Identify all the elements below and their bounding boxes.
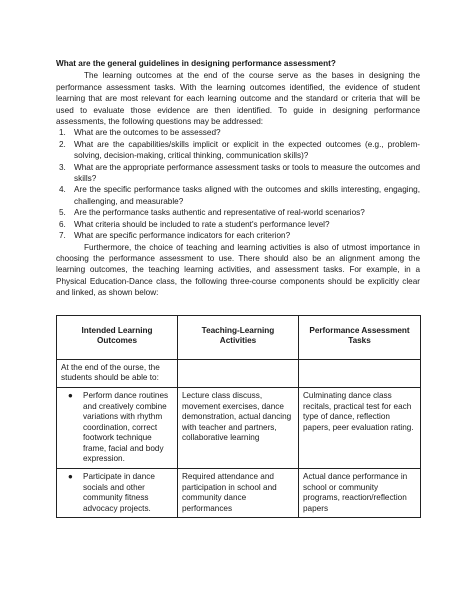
guiding-questions-list [56,127,420,241]
outcome-text: Participate in dance socials and other community fitness advocacy projects. [83,472,155,513]
question-text: Are the specific performance tasks aligned with the outcomes and skills interesting, engaging, challenging, and measurable? [74,185,420,206]
question-text: What are the appropriate performance assessment tasks or tools to measure the outcomes and skills? [74,162,420,184]
question-item [56,207,420,218]
table-row [57,359,421,387]
question-number: 5. [59,208,66,218]
question-number: 2. [59,139,66,149]
alignment-paragraph: Furthermore, the choice of teaching and learning activities is also of utmost importance in choosing the performance assessment to use. There should also be an alignment among the learning outcomes, the teaching learning activities, and assessment tasks. For example, in a Physical Education-Dance class, the following three-course components should be explicitly clear and linked, as shown below: [56,242,420,298]
table-cell: Actual dance performance in school or community programs, reaction/reflection papers [299,469,421,518]
intro-paragraph: The learning outcomes at the end of the course serve as the bases in designing the performance assessment tasks. With the learning outcomes identified, the evidence of student learning that are most relevant for each learning outcome and the standard or criteria that will be used to evaluate those evidence are then identified. To guide in designing performance assessments, the following questions may be addressed: [56,71,420,127]
table-cell [299,359,421,387]
question-number: 6. [59,219,66,229]
outcome-text: Perform dance routines and creatively combine variations with rhythm coordination, correct footwork technique frame, facial and body expression. [83,390,169,464]
question-item [56,230,420,241]
document-content [56,58,420,518]
section-heading: What are the general guidelines in designing performance assessment? [56,59,336,68]
question-item [56,139,420,162]
question-text: What are the capabilities/skills implicit or explicit in the expected outcomes (e.g., problem-solving, decision-making, critical thinking, communication skills)? [74,139,420,161]
table-header-row [57,315,421,359]
question-number: 7. [59,231,66,241]
bullet-icon: ● [68,390,73,400]
question-number: 3. [59,162,66,172]
question-text: What are specific performance indicators for each criterion? [74,231,291,241]
bullet-icon: ● [68,472,73,482]
header-tasks: Performance Assessment Tasks [299,315,421,359]
alignment-table [56,315,421,519]
bullet-item [61,472,173,514]
table-row [57,469,421,518]
table-cell: Culminating dance class recitals, practical test for each type of dance, reflection papers, peer evaluation rating. [299,387,421,468]
bullet-item [61,391,173,465]
question-item [56,127,420,138]
header-activities: Teaching-Learning Activities [178,315,299,359]
table-cell [57,469,178,518]
question-text: What are the outcomes to be assessed? [74,128,221,138]
question-number: 1. [59,128,66,138]
question-text: Are the performance tasks authentic and representative of real-world scenarios? [74,208,365,218]
table-row [57,387,421,468]
table-cell: Lecture class discuss, movement exercises, dance demonstration, actual dancing with teacher and partners, collaborative learning [178,387,299,468]
table-cell [178,359,299,387]
table-cell: At the end of the ourse, the students should be able to: [57,359,178,387]
question-number: 4. [59,185,66,195]
question-text: What criteria should be included to rate a student's performance level? [74,219,330,229]
table-cell [57,387,178,468]
question-item [56,184,420,207]
question-item [56,219,420,230]
question-item [56,162,420,185]
header-outcomes: Intended Learning Outcomes [57,315,178,359]
table-cell: Required attendance and participation in school and community dance performances [178,469,299,518]
